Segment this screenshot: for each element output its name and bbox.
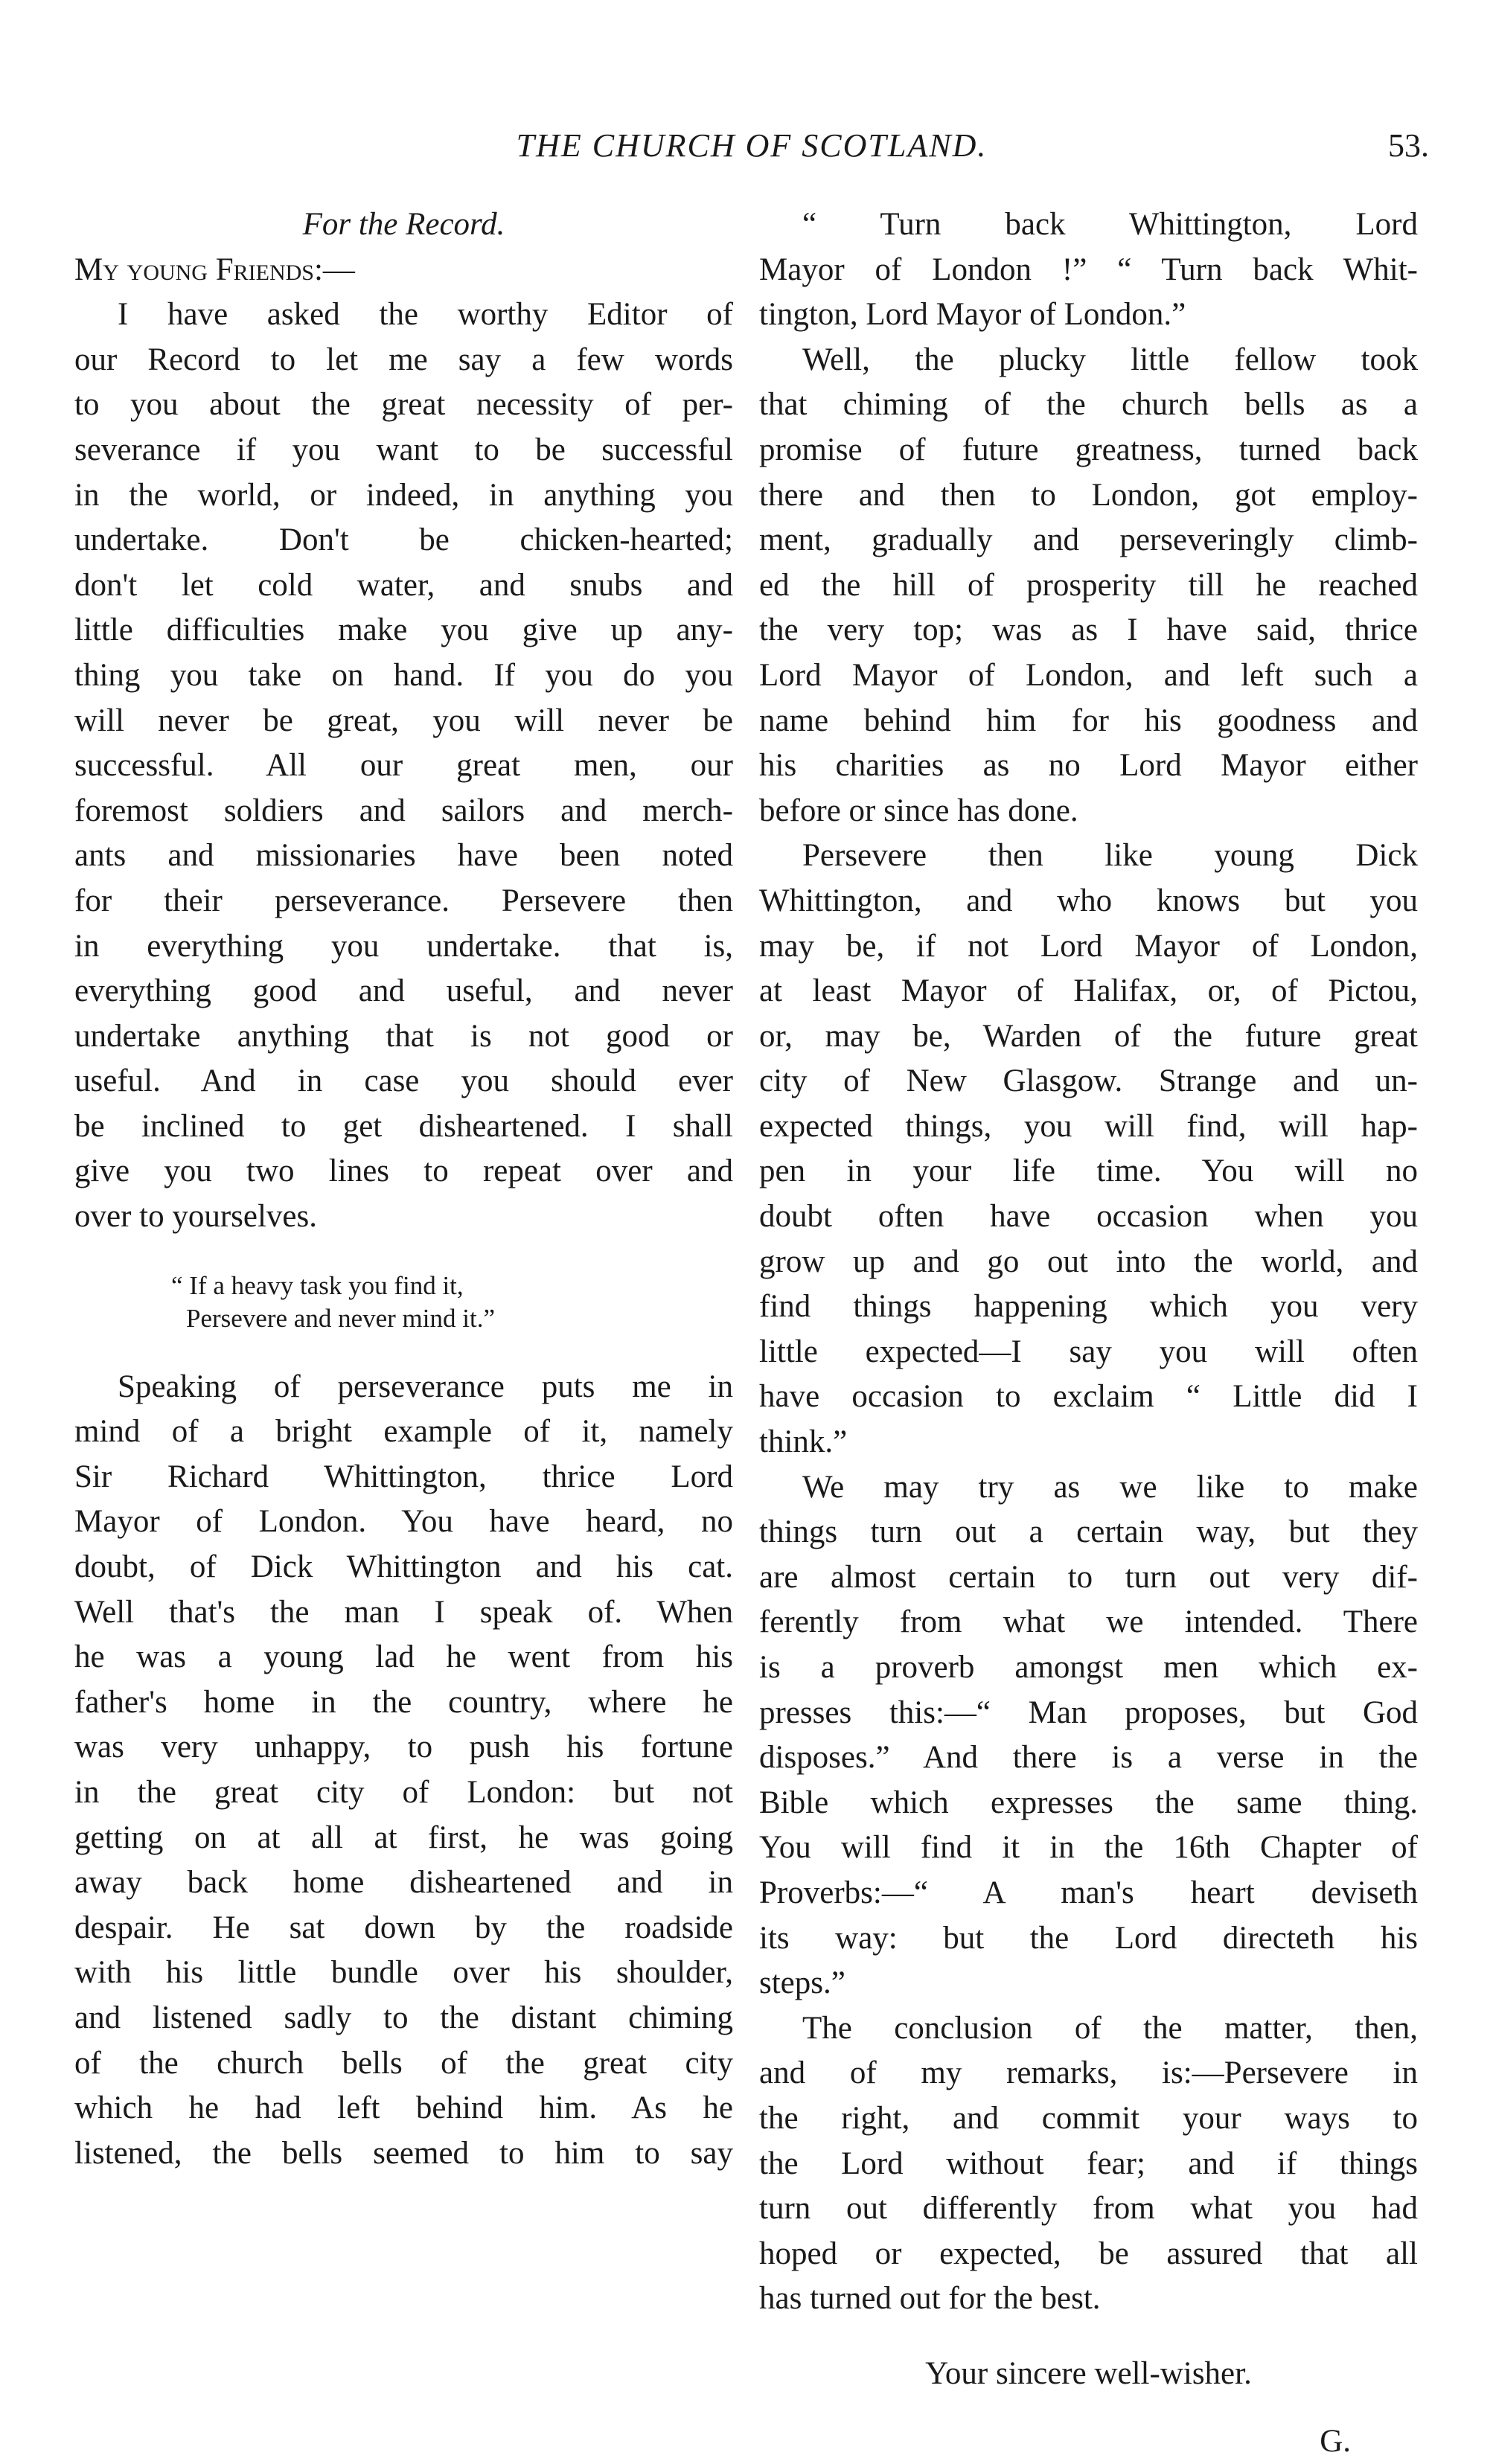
text-line: Well that's the man I speak of. When xyxy=(74,1590,733,1636)
text-line: he was a young lad he went from his xyxy=(74,1635,733,1680)
closing-line: Your sincere well-wisher. xyxy=(759,2352,1418,2397)
text-line: Persevere then like young Dick xyxy=(759,833,1418,879)
text-line: of the church bells of the great city xyxy=(74,2041,733,2087)
text-line: may be, if not Lord Mayor of London, xyxy=(759,924,1418,970)
text-line: I have asked the worthy Editor of xyxy=(74,292,733,338)
text-line: steps.” xyxy=(759,1961,1418,2006)
section-label: For the Record. xyxy=(74,202,733,248)
text-line: presses this:—“ Man proposes, but God xyxy=(759,1691,1418,1736)
text-line: ment, gradually and perseveringly climb- xyxy=(759,518,1418,563)
text-line: there and then to London, got employ- xyxy=(759,473,1418,519)
text-line: at least Mayor of Halifax, or, of Pictou, xyxy=(759,969,1418,1014)
text-line: or, may be, Warden of the future great xyxy=(759,1014,1418,1060)
text-line: his charities as no Lord Mayor either xyxy=(759,743,1418,789)
paragraph-proverb xyxy=(759,1465,1418,2006)
signature: G. xyxy=(759,2419,1418,2464)
text-line: ants and missionaries have been noted xyxy=(74,833,733,879)
poem-line: Persevere and never mind it.” xyxy=(74,1302,733,1335)
text-line: are almost certain to turn out very dif- xyxy=(759,1555,1418,1601)
text-line: Well, the plucky little fellow took xyxy=(759,338,1418,383)
text-line: expected things, you will find, will hap- xyxy=(759,1104,1418,1150)
text-line: Whittington, and who knows but you xyxy=(759,879,1418,924)
text-line: that chiming of the church bells as a xyxy=(759,383,1418,428)
page-number: 53. xyxy=(1388,127,1429,164)
text-line: doubt often have occasion when you xyxy=(759,1194,1418,1240)
text-line: everything good and useful, and never xyxy=(74,969,733,1014)
text-line: and of my remarks, is:—Persevere in xyxy=(759,2051,1418,2096)
text-line: will never be great, you will never be xyxy=(74,699,733,744)
text-line: our Record to let me say a few words xyxy=(74,338,733,383)
left-column xyxy=(74,202,733,2176)
running-title: THE CHURCH OF SCOTLAND. xyxy=(74,127,1429,164)
paragraph-perseverance-intro xyxy=(74,292,733,1239)
text-line: grow up and go out into the world, and xyxy=(759,1240,1418,1285)
text-line: Sir Richard Whittington, thrice Lord xyxy=(74,1455,733,1500)
text-line: to you about the great necessity of per- xyxy=(74,383,733,428)
text-line: is a proverb amongst men which ex- xyxy=(759,1645,1418,1691)
text-line: turn out differently from what you had xyxy=(759,2186,1418,2232)
text-line: doubt, of Dick Whittington and his cat. xyxy=(74,1545,733,1590)
text-line: undertake. Don't be chicken-hearted; xyxy=(74,518,733,563)
poem-couplet xyxy=(74,1270,733,1335)
text-line: foremost soldiers and sailors and merch- xyxy=(74,789,733,834)
text-line: pen in your life time. You will no xyxy=(759,1149,1418,1194)
text-line: its way: but the Lord directeth his xyxy=(759,1916,1418,1962)
text-line: away back home disheartened and in xyxy=(74,1860,733,1906)
text-line: things turn out a certain way, but they xyxy=(759,1510,1418,1555)
text-line: with his little bundle over his shoulder, xyxy=(74,1951,733,1996)
text-line: You will find it in the 16th Chapter of xyxy=(759,1825,1418,1871)
paragraph-persevere-then xyxy=(759,833,1418,1465)
text-line: father's home in the country, where he xyxy=(74,1680,733,1726)
text-line: Speaking of perseverance puts me in xyxy=(74,1365,733,1410)
paragraph-whittington xyxy=(74,1365,733,2177)
text-line: Mayor of London. You have heard, no xyxy=(74,1500,733,1545)
text-line: the Lord without fear; and if things xyxy=(759,2142,1418,2187)
text-line: over to yourselves. xyxy=(74,1194,733,1240)
text-line: Lord Mayor of London, and left such a xyxy=(759,653,1418,699)
text-line: little expected—I say you will often xyxy=(759,1330,1418,1375)
text-line: getting on at all at first, he was going xyxy=(74,1816,733,1861)
text-line: find things happening which you very xyxy=(759,1284,1418,1330)
text-line: The conclusion of the matter, then, xyxy=(759,2006,1418,2052)
text-line: be inclined to get disheartened. I shall xyxy=(74,1104,733,1150)
text-line: undertake anything that is not good or xyxy=(74,1014,733,1060)
text-line: name behind him for his goodness and xyxy=(759,699,1418,744)
text-line: in the world, or indeed, in anything you xyxy=(74,473,733,519)
text-line: for their perseverance. Persevere then xyxy=(74,879,733,924)
text-line: have occasion to exclaim “ Little did I xyxy=(759,1375,1418,1420)
text-line: ferently from what we intended. There xyxy=(759,1600,1418,1645)
text-line: and listened sadly to the distant chiming xyxy=(74,1996,733,2041)
text-line: “ Turn back Whittington, Lord xyxy=(759,202,1418,248)
text-line: successful. All our great men, our xyxy=(74,743,733,789)
text-line: despair. He sat down by the roadside xyxy=(74,1906,733,1951)
right-column xyxy=(759,202,1418,2464)
paragraph-turn-back xyxy=(759,202,1418,833)
poem-line: “ If a heavy task you find it, xyxy=(74,1270,733,1302)
text-line: We may try as we like to make xyxy=(759,1465,1418,1511)
text-line: severance if you want to be successful xyxy=(74,428,733,473)
text-line: was very unhappy, to push his fortune xyxy=(74,1725,733,1770)
salutation: My young Friends:— xyxy=(74,248,733,293)
text-line: before or since has done. xyxy=(759,789,1418,834)
text-line: think.” xyxy=(759,1420,1418,1465)
text-line: promise of future greatness, turned back xyxy=(759,428,1418,473)
page-header xyxy=(74,127,1429,179)
text-line: tington, Lord Mayor of London.” xyxy=(759,292,1418,338)
text-line: ed the hill of prosperity till he reached xyxy=(759,563,1418,609)
text-line: useful. And in case you should ever xyxy=(74,1059,733,1104)
text-line: Proverbs:—“ A man's heart deviseth xyxy=(759,1871,1418,1916)
text-line: city of New Glasgow. Strange and un- xyxy=(759,1059,1418,1104)
text-line: in the great city of London: but not xyxy=(74,1770,733,1816)
text-line: mind of a bright example of it, namely xyxy=(74,1409,733,1455)
text-line: listened, the bells seemed to him to say xyxy=(74,2131,733,2177)
text-line: Mayor of London !” “ Turn back Whit- xyxy=(759,248,1418,293)
text-line: disposes.” And there is a verse in the xyxy=(759,1735,1418,1781)
text-line: in everything you undertake. that is, xyxy=(74,924,733,970)
text-line: has turned out for the best. xyxy=(759,2276,1418,2322)
text-line: the very top; was as I have said, thrice xyxy=(759,608,1418,653)
paragraph-conclusion xyxy=(759,2006,1418,2322)
text-line: little difficulties make you give up any- xyxy=(74,608,733,653)
text-line: hoped or expected, be assured that all xyxy=(759,2232,1418,2277)
text-line: which he had left behind him. As he xyxy=(74,2086,733,2131)
text-line: the right, and commit your ways to xyxy=(759,2096,1418,2142)
text-line: don't let cold water, and snubs and xyxy=(74,563,733,609)
text-line: give you two lines to repeat over and xyxy=(74,1149,733,1194)
text-line: thing you take on hand. If you do you xyxy=(74,653,733,699)
text-line: Bible which expresses the same thing. xyxy=(759,1781,1418,1826)
